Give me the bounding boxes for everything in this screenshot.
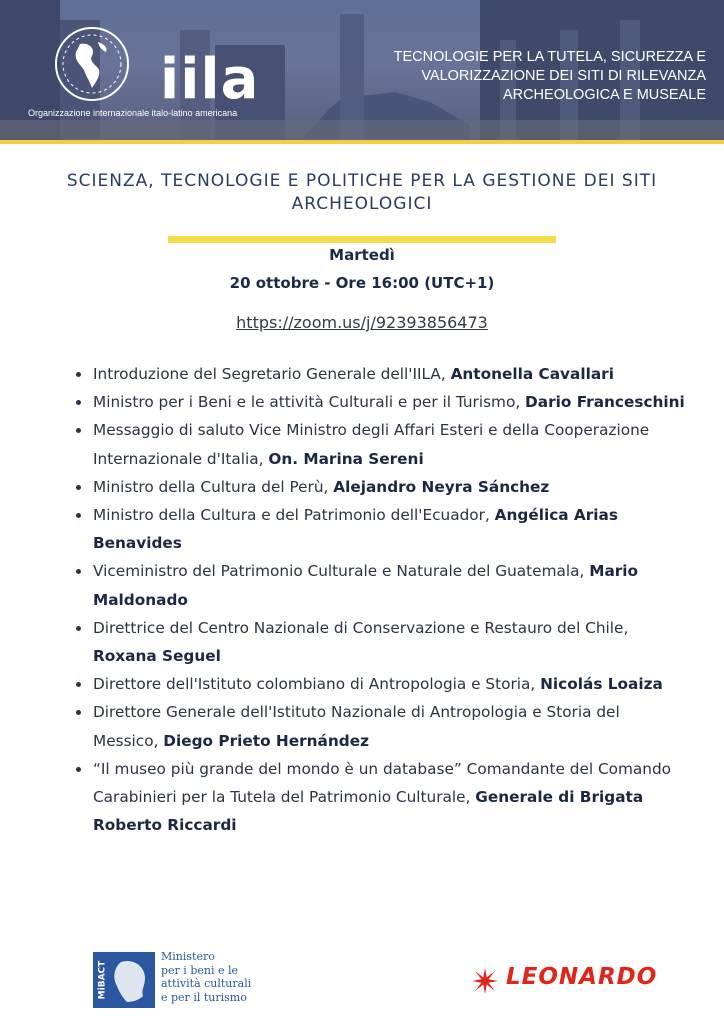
- event-day: Martedì: [329, 246, 395, 264]
- header-banner: [0, 0, 724, 142]
- agenda-item: Introduzione del Segretario Generale dell'IILA, Antonella Cavallari: [68, 360, 688, 388]
- leonardo-star-icon: [470, 966, 500, 996]
- leonardo-logo: [470, 962, 670, 998]
- banner-divider: [0, 140, 724, 144]
- agenda-item: Ministro per i Beni e le attività Culturali e per il Turismo, Dario Franceschini: [68, 388, 688, 416]
- logo-wordmark: iila: [160, 47, 260, 112]
- mibac-vertical-text: MiBACT: [97, 960, 107, 1000]
- logo-caption: Organizzazione internazionale italo-latino americana: [28, 108, 238, 118]
- globe-icon: [52, 24, 132, 104]
- agenda-item: Direttore dell'Istituto colombiano di Antropologia e Storia, Nicolás Loaiza: [68, 670, 688, 698]
- banner-title: TECNOLOGIE PER LA TUTELA, SICUREZZA E VALORIZZAZIONE DEI SITI DI RILEVANZA ARCHEOLOGICA E MUSEALE: [393, 49, 706, 103]
- agenda-item: “Il museo più grande del mondo è un database” Comandante del Comando Carabinieri per la Tutela del Patrimonio Culturale, Generale di Brigata Roberto Riccardi: [68, 755, 688, 840]
- agenda-list: [68, 360, 688, 839]
- agenda-item: Messaggio di saluto Vice Ministro degli Affari Esteri e della Cooperazione Internazionale d'Italia, On. Marina Sereni: [68, 416, 688, 472]
- agenda-item: Ministro della Cultura del Perù, Alejandro Neyra Sánchez: [68, 473, 688, 501]
- agenda-item: Ministro della Cultura e del Patrimonio dell'Ecuador, Angélica Arias Benavides: [68, 501, 688, 557]
- agenda-item: Viceministro del Patrimonio Culturale e Naturale del Guatemala, Mario Maldonado: [68, 557, 688, 613]
- iila-logo: [28, 22, 282, 122]
- leonardo-wordmark: LEONARDO: [506, 964, 658, 990]
- mibac-text: Ministero per i beni e le attività culturali e per il turismo: [161, 950, 252, 1004]
- agenda-item: Direttrice del Centro Nazionale di Conservazione e Restauro del Chile, Roxana Seguel: [68, 614, 688, 670]
- event-date: 20 ottobre - Ore 16:00 (UTC+1): [229, 274, 495, 292]
- mibac-logo: [93, 948, 253, 1010]
- title-underline: [168, 236, 556, 243]
- agenda-item: Direttore Generale dell'Istituto Nazionale di Antropologia e Storia del Messico, Diego Prieto Hernández: [68, 698, 688, 754]
- zoom-link[interactable]: https://zoom.us/j/92393856473: [236, 313, 488, 332]
- event-title: SCIENZA, TECNOLOGIE E POLITICHE PER LA GESTIONE DEI SITI ARCHEOLOGICI: [66, 171, 658, 214]
